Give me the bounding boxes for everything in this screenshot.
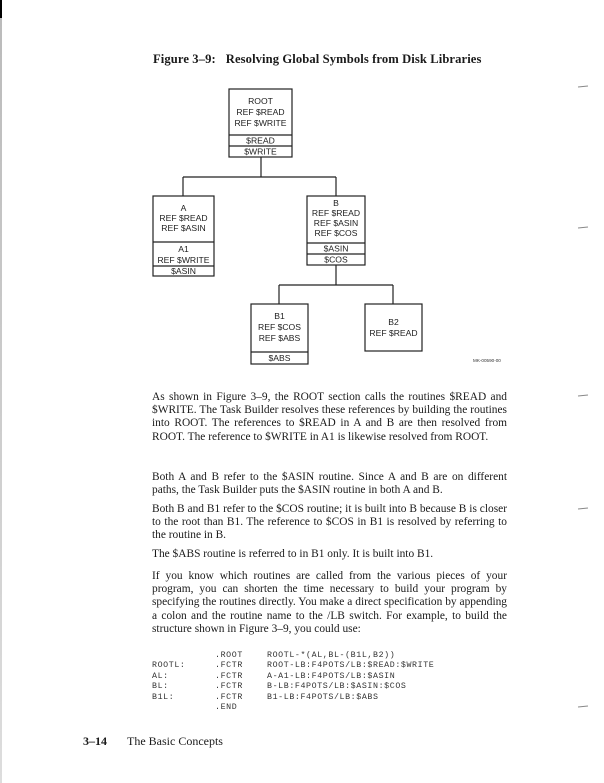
paragraph: Both A and B refer to the $ASIN routine. Since A and B are on different paths, the Task Builder puts the $ASIN routine in both A and B. [152, 471, 507, 497]
paragraph: If you know which routines are called from the various pieces of your program, you can shorten the time necessary to build your program by specifying the routines directly. You make a direct specification by appending a colon and the routine name to the /LB switch. For example, to build the structure shown in Figure 3–9, you could use: [152, 570, 507, 635]
node-a1-routine: $ASIN [171, 266, 196, 276]
margin-mark [578, 705, 588, 707]
node-b-line: REF $COS [314, 228, 358, 238]
code-line: BL: .FCTR B-LB:F4POTS/LB:$ASIN:$COS [152, 682, 407, 692]
code-line: B1L: .FCTR B1-LB:F4POTS/LB:$ABS [152, 692, 379, 702]
node-root-line: REF $READ [236, 107, 285, 117]
paragraph: Both B and B1 refer to the $COS routine; it is built into B because B is closer to the root than B1. The reference to $COS in B1 is resolved by referring to the routine in B. [152, 503, 507, 542]
node-root-line: ROOT [248, 96, 273, 106]
code-line: .ROOT ROOTL-*(AL,BL-(B1L,B2)) [215, 651, 396, 660]
node-root-routine: $WRITE [244, 146, 277, 157]
code-line: .END [215, 703, 238, 713]
overlay-tree-diagram [0, 0, 604, 380]
margin-mark [578, 394, 588, 396]
node-b [307, 196, 365, 265]
node-b-line: REF $ASIN [313, 218, 359, 228]
paragraph: The $ABS routine is referred to in B1 only. It is built into B1. [152, 548, 434, 560]
code-line: ROOTL: .FCTR ROOT-LB:F4POTS/LB:$READ:$WRITE [152, 661, 435, 671]
node-root-line: REF $WRITE [234, 118, 287, 128]
node-b1-routine: $ABS [268, 353, 291, 363]
node-b-routine: $ASIN [323, 243, 349, 254]
page-number: 3–14 [83, 734, 107, 748]
node-a-line: REF $ASIN [161, 223, 206, 233]
node-b2 [365, 304, 422, 351]
node-b1-line: B1 [274, 311, 285, 321]
node-b1 [251, 304, 308, 364]
node-b1-line: REF $COS [258, 322, 301, 332]
section-title: The Basic Concepts [127, 734, 223, 748]
node-a1-line: REF $WRITE [157, 255, 210, 265]
code-block [152, 651, 434, 713]
node-b-routine: $COS [324, 254, 348, 265]
figure-title: Resolving Global Symbols from Disk Libraries [225, 52, 482, 66]
node-b-line: REF $READ [311, 208, 361, 218]
node-a1-line: A1 [178, 244, 189, 254]
code-line: AL: .FCTR A-A1-LB:F4POTS/LB:$ASIN [152, 671, 396, 681]
node-root-routine: $READ [246, 135, 275, 146]
node-b2-line: REF $READ [369, 328, 418, 338]
node-a-line: A [180, 203, 187, 213]
margin-mark [578, 507, 588, 509]
node-a-line: REF $READ [159, 213, 208, 223]
node-root [229, 89, 292, 157]
node-b1-line: REF $ABS [258, 333, 301, 343]
figure-number: Figure 3–9: [153, 52, 216, 66]
node-b2-line: B2 [388, 317, 399, 327]
page-footer [83, 734, 223, 749]
paragraph: As shown in Figure 3–9, the ROOT section calls the routines $READ and $WRITE. The Task Builder resolves these references by building the routines into ROOT. The references to $READ in A and B are then resolved from ROOT. The reference to $WRITE in A1 is likewise resolved from ROOT. [152, 391, 507, 443]
figure-code-id: MK-00590-00 [473, 358, 501, 363]
node-b-line: B [333, 198, 339, 208]
node-a [153, 196, 214, 276]
